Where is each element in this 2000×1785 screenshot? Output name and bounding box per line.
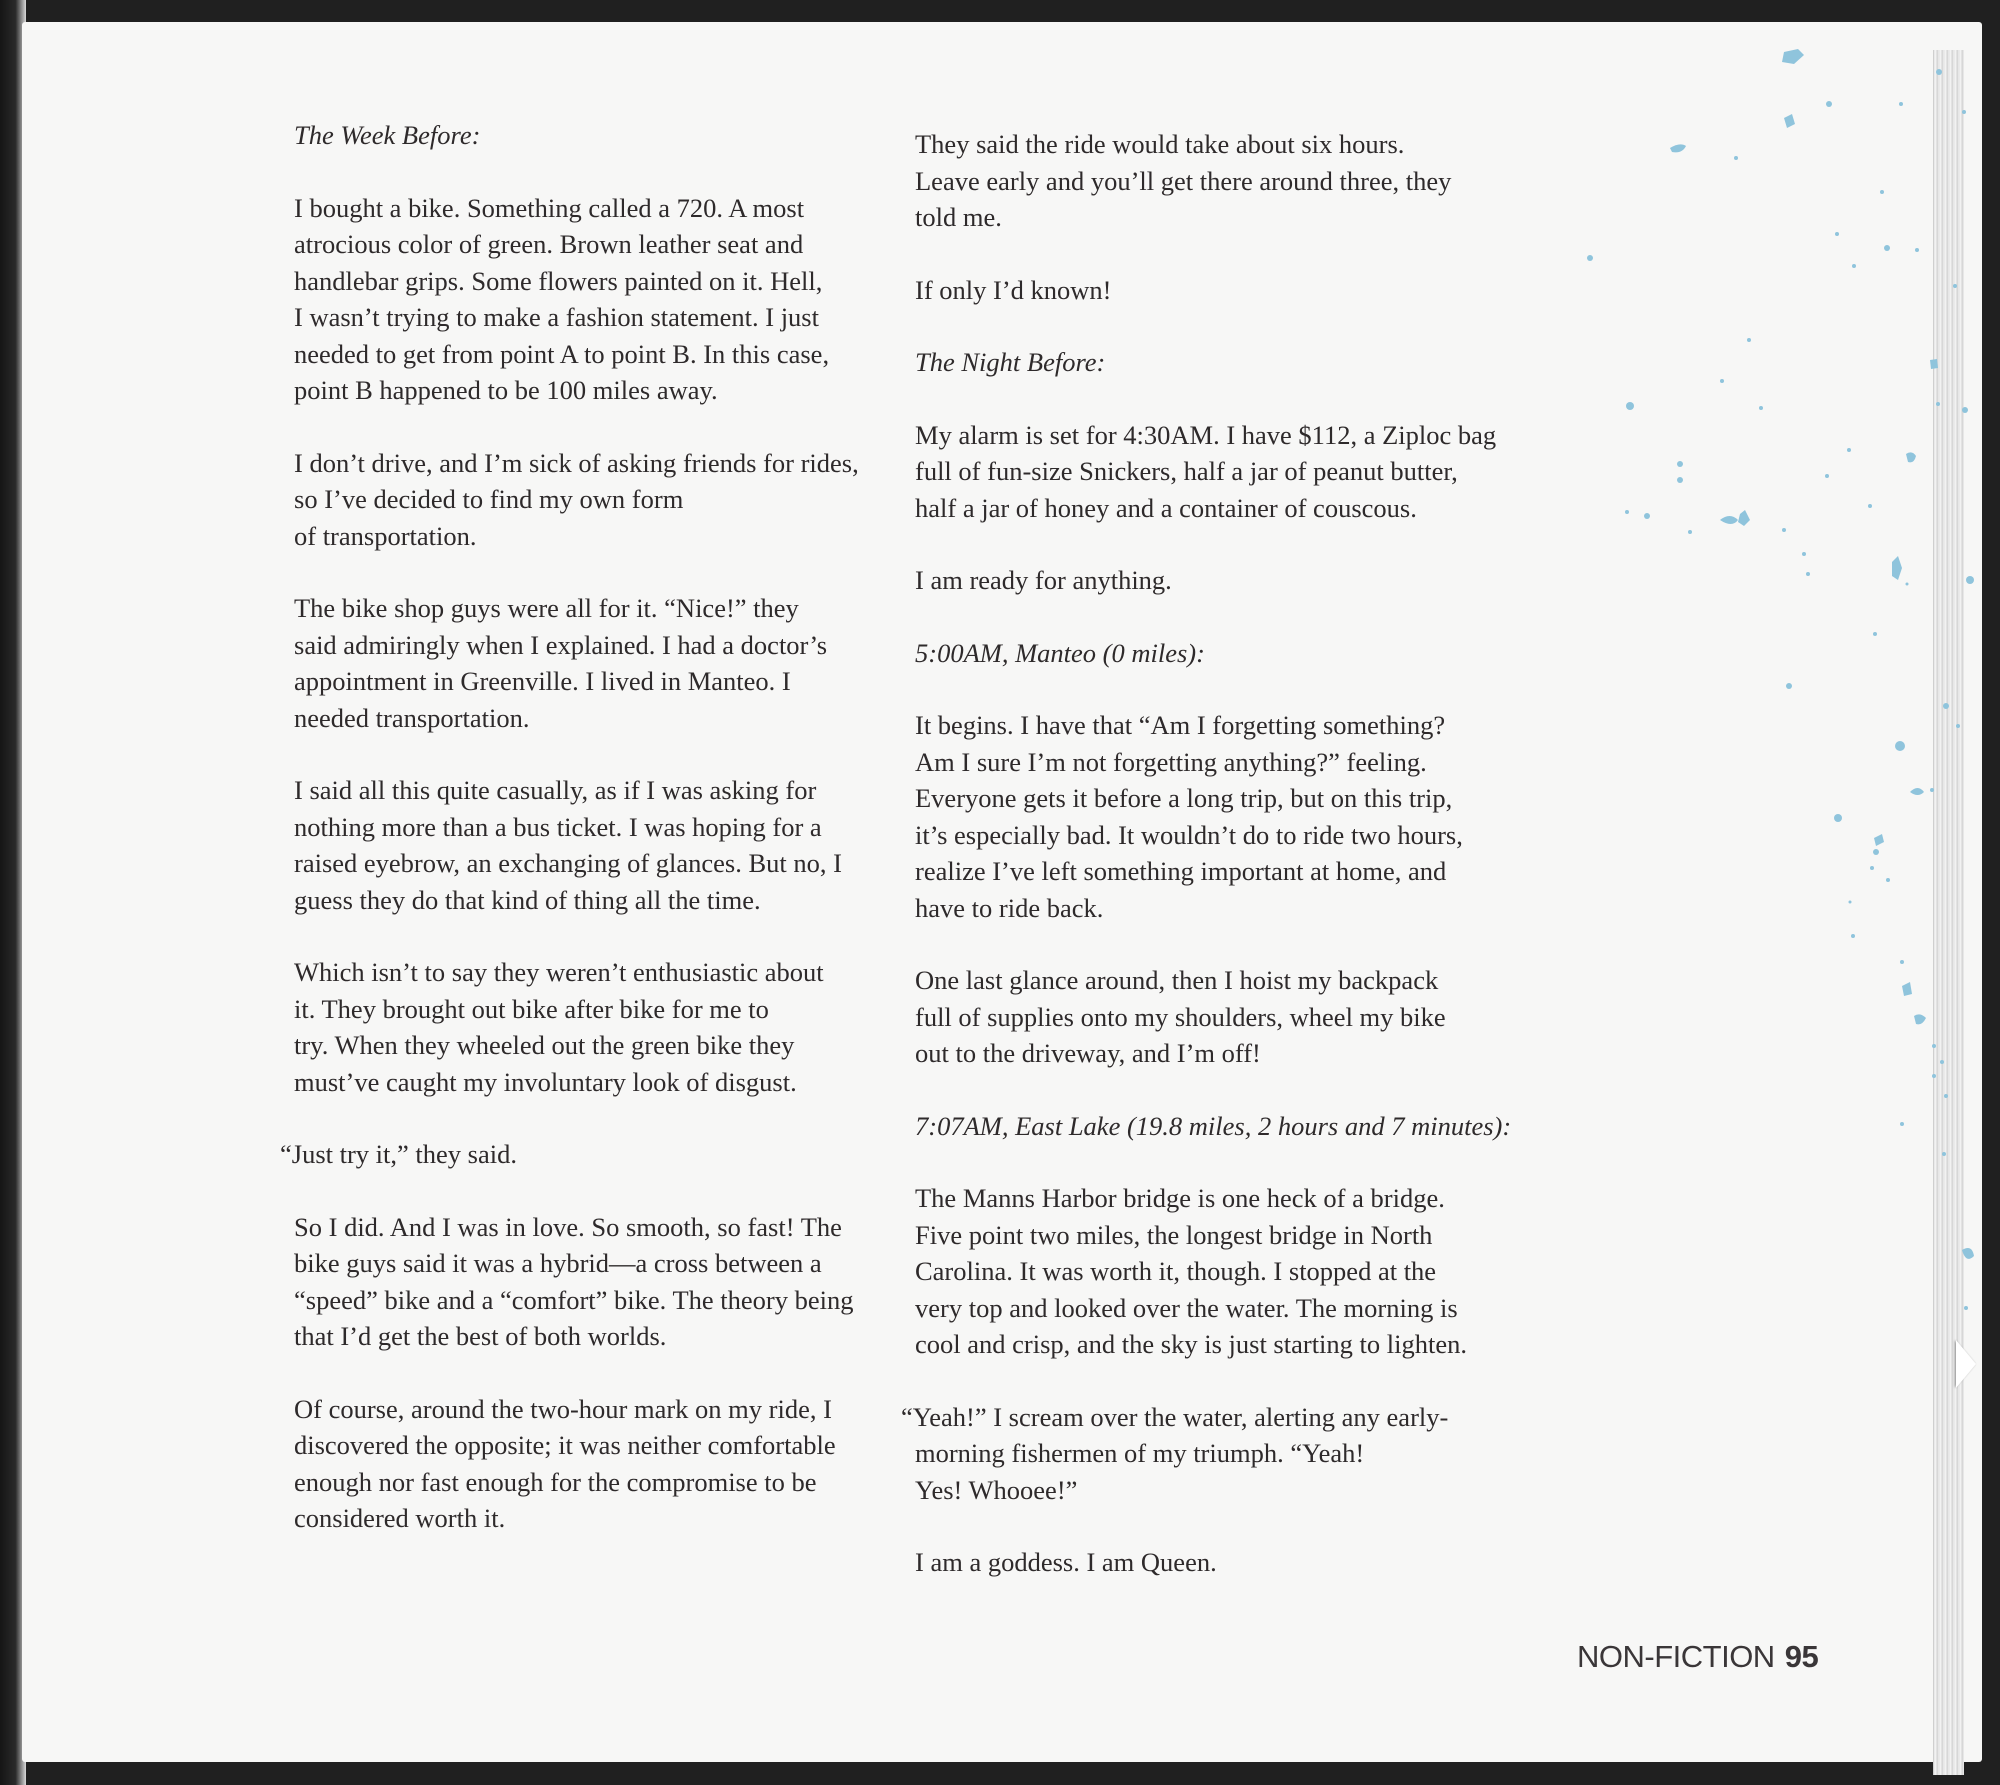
section-heading-east-lake: 7:07AM, East Lake (19.8 miles, 2 hours and 7 minutes): — [915, 1110, 1512, 1141]
splatter-drop — [1720, 379, 1724, 383]
splatter-drop — [1886, 878, 1890, 882]
splatter-drop — [1956, 724, 1960, 728]
splatter-drop — [1914, 1014, 1926, 1024]
splatter-drop — [1868, 504, 1872, 508]
paragraph-quote: “Just try it,” they said. — [280, 1139, 517, 1169]
splatter-drop — [1915, 248, 1919, 252]
paragraph: The bike shop guys were all for it. “Nice!” they said admiringly when I explained. I had a doctor’s appointment in Greenville. I lived in Manteo. I needed transportation. — [294, 593, 828, 733]
book-page — [22, 22, 1982, 1762]
splatter-drop — [1784, 114, 1795, 128]
paragraph: I don’t drive, and I’m sick of asking friends for rides, so I’ve decided to find my own form of transportation. — [294, 447, 859, 551]
splatter-drop — [1895, 741, 1905, 751]
splatter-drop — [1943, 703, 1949, 709]
splatter-drop — [1936, 402, 1940, 406]
paragraph: So I did. And I was in love. So smooth, so fast! The bike guys said it was a hybrid—a cross between a “speed” bike and a “comfort” bike. The theory being that I’d get the best of both worlds. — [294, 1211, 854, 1351]
splatter-drop — [1932, 1074, 1936, 1078]
splatter-drop — [1906, 583, 1909, 586]
page-footer — [1577, 1639, 1818, 1675]
section-heading-night-before: The Night Before: — [915, 347, 1106, 377]
splatter-drop — [1644, 513, 1650, 519]
paragraph: One last glance around, then I hoist my backpack full of supplies onto my shoulders, wheel my bike out to the driveway, and I’m off! — [915, 965, 1446, 1068]
splatter-drop — [1587, 255, 1593, 261]
splatter-drop — [1936, 69, 1942, 75]
splatter-drop — [1626, 402, 1634, 410]
splatter-drop — [1906, 452, 1916, 462]
paragraph: I am a goddess. I am Queen. — [915, 1547, 1217, 1577]
splatter-drop — [1899, 102, 1903, 106]
splatter-drop — [1806, 572, 1810, 576]
splatter-drop — [1688, 530, 1692, 534]
splatter-drop — [1849, 901, 1852, 904]
paragraph: If only I’d known! — [915, 274, 1112, 305]
splatter-drop — [1900, 1122, 1904, 1126]
splatter-drop — [1953, 284, 1957, 288]
section-label: NON-FICTION — [1577, 1639, 1775, 1674]
paragraph-quote: “Yeah!” I scream over the water, alerting any early- morning fishermen of my triumph. “Yeah! Yes! Whooee!” — [901, 1401, 1449, 1505]
section-heading-manteo: 5:00AM, Manteo (0 miles): — [915, 637, 1205, 668]
splatter-drop — [1802, 552, 1806, 556]
splatter-drop — [1944, 1094, 1948, 1098]
splatter-drop — [1873, 632, 1877, 636]
splatter-drop — [1884, 245, 1890, 251]
splatter-drop — [1677, 477, 1683, 483]
splatter-drop — [1940, 1060, 1944, 1064]
paragraph: I said all this quite casually, as if I was asking for nothing more than a bus ticket. I was hoping for a raised eyebrow, an exchanging of glances. But no, I guess they do that kind of thing all the time. — [294, 775, 842, 915]
splatter-drop — [1966, 576, 1974, 584]
left-text-column — [280, 117, 904, 1573]
splatter-drop — [1874, 834, 1884, 846]
paragraph: My alarm is set for 4:30AM. I have $112, a Ziploc bag full of fun-size Snickers, half a jar of peanut butter, half a jar of honey and a container of couscous. — [915, 419, 1497, 523]
splatter-drop — [1964, 1306, 1968, 1310]
right-text-column — [901, 126, 1525, 1617]
splatter-drop — [1910, 788, 1924, 795]
splatter-drop — [1847, 448, 1851, 452]
paragraph: I am ready for anything. — [915, 565, 1172, 595]
splatter-drop — [1759, 406, 1763, 410]
splatter-drop — [1962, 407, 1968, 413]
splatter-drop — [1720, 516, 1738, 524]
splatter-drop — [1942, 1152, 1946, 1156]
splatter-drop — [1902, 982, 1912, 996]
splatter-drop — [1834, 814, 1842, 822]
splatter-drop — [1870, 866, 1874, 870]
splatter-drop — [1782, 49, 1804, 64]
paragraph: I bought a bike. Something called a 720. A most atrocious color of green. Brown leather seat and handlebar grips. Some flowers painted on it. Hell, I wasn’t trying to make a fashion statement. I just needed to get from point A to point B. In this case, point B happened to be 100 miles away. — [294, 192, 830, 405]
splatter-drop — [1873, 849, 1879, 855]
page-number: 95 — [1784, 1639, 1819, 1674]
splatter-drop — [1670, 144, 1686, 152]
splatter-drop — [1747, 338, 1751, 342]
splatter-drop — [1852, 264, 1856, 268]
splatter-drop — [1880, 190, 1884, 194]
paragraph: Which isn’t to say they weren’t enthusiastic about it. They brought out bike after bike for me to try. When they wheeled out the green bike they must’ve caught my involuntary look of disgust. — [294, 957, 824, 1097]
splatter-drop — [1835, 232, 1839, 236]
section-heading-week-before: The Week Before: — [294, 120, 481, 150]
paint-splatter-decoration — [1522, 44, 1982, 1404]
paragraph: They said the ride would take about six hours. Leave early and you’ll get there around three, they told me. — [915, 129, 1452, 232]
splatter-drop — [1932, 1044, 1936, 1048]
splatter-drop — [1892, 556, 1902, 580]
paragraph: The Manns Harbor bridge is one heck of a bridge. Five point two miles, the longest bridge in North Carolina. It was worth it, though. I stopped at the very top and looked over the water. The morning is cool and crisp, and the sky is just starting to lighten. — [915, 1183, 1468, 1359]
splatter-drop — [1962, 110, 1966, 114]
splatter-drop — [1930, 788, 1934, 792]
splatter-drop — [1962, 1248, 1974, 1259]
splatter-drop — [1826, 101, 1832, 107]
splatter-drop — [1738, 510, 1750, 526]
paragraph: It begins. I have that “Am I forgetting something? Am I sure I’m not forgetting anything?” feeling. Everyone gets it before a long trip, but on this trip, it’s especially bad. It wouldn’t do to ride two hours, realize I’ve left something important at home, and have to ride back. — [915, 710, 1463, 923]
splatter-drop — [1930, 359, 1938, 369]
splatter-drop — [1782, 528, 1786, 532]
splatter-drop — [1851, 934, 1855, 938]
paragraph: Of course, around the two-hour mark on my ride, I discovered the opposite; it was neither comfortable enough nor fast enough for the compromise to be considered worth it. — [294, 1393, 836, 1533]
splatter-drop — [1734, 156, 1738, 160]
splatter-drop — [1786, 683, 1792, 689]
splatter-drop — [1625, 510, 1629, 514]
splatter-drop — [1825, 474, 1829, 478]
splatter-drop — [1677, 461, 1683, 467]
splatter-drop — [1900, 960, 1904, 964]
